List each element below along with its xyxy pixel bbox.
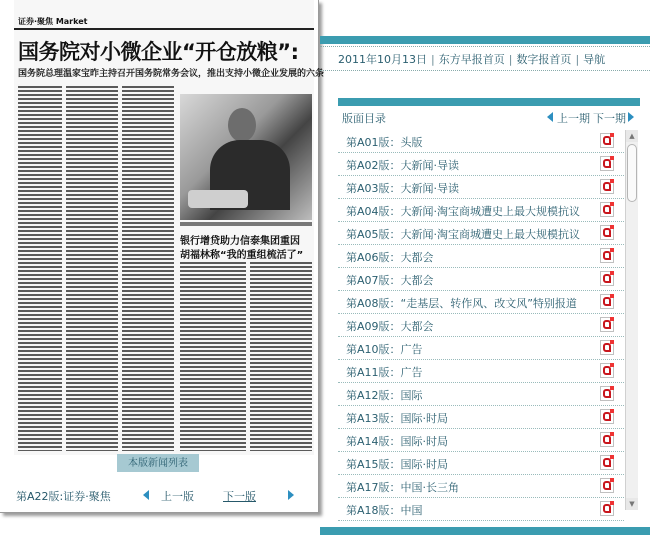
separator: |	[431, 53, 435, 66]
toc-row	[338, 153, 624, 176]
news-list-button[interactable]: 本版新闻列表	[117, 454, 199, 472]
pdf-icon[interactable]	[600, 317, 614, 332]
toc-title: 版面目录	[342, 112, 386, 125]
prev-page-link[interactable]: 上一版	[161, 490, 194, 503]
edition-link[interactable]: 第A11版：广告	[346, 366, 423, 379]
toc-row	[338, 383, 624, 406]
scroll-up-arrow-icon[interactable]: ▲	[626, 130, 638, 142]
pdf-icon[interactable]	[600, 248, 614, 263]
article-column	[122, 86, 174, 451]
pdf-icon[interactable]	[600, 179, 614, 194]
edition-link[interactable]: 第A02版：大新闻·导读	[346, 159, 460, 172]
toc-row	[338, 360, 624, 383]
prev-triangle-icon[interactable]	[143, 490, 149, 500]
edition-link[interactable]: 第A10版：广告	[346, 343, 423, 356]
edition-link[interactable]: 第A18版：中国	[346, 504, 423, 517]
toc-header	[338, 110, 636, 126]
photo-figure-desk	[188, 190, 248, 208]
article-column	[250, 262, 312, 451]
pdf-icon[interactable]	[600, 478, 614, 493]
next-issue-triangle-icon[interactable]	[628, 112, 634, 122]
pdf-icon[interactable]	[600, 455, 614, 470]
edition-link[interactable]: 第A01版：头版	[346, 136, 423, 149]
photo-figure-head	[228, 108, 256, 142]
page-subheadline: 国务院总理温家宝昨主持召开国务院常务会议，推出支持小微企业发展的六条	[18, 69, 325, 79]
edition-link[interactable]: 第A13版：国际·时局	[346, 412, 449, 425]
pdf-icon[interactable]	[600, 409, 614, 424]
toc-scrollbar[interactable]	[625, 130, 638, 510]
scroll-down-arrow-icon[interactable]: ▼	[626, 498, 638, 510]
edition-link[interactable]: 第A04版：大新闻·淘宝商城遭史上最大规模抗议	[346, 205, 581, 218]
pdf-icon[interactable]	[600, 156, 614, 171]
toc-row	[338, 291, 624, 314]
edition-link[interactable]: 第A17版：中国·长三角	[346, 481, 460, 494]
prev-issue-link[interactable]: 上一期	[557, 112, 590, 125]
pdf-icon[interactable]	[600, 386, 614, 401]
divider	[320, 70, 650, 71]
article-column	[66, 86, 118, 451]
navigation-link[interactable]: 导航	[583, 53, 606, 66]
home-link[interactable]: 东方早报首页	[438, 53, 505, 66]
edition-link[interactable]: 第A06版：大都会	[346, 251, 434, 264]
toc-row	[338, 475, 624, 498]
pdf-icon[interactable]	[600, 271, 614, 286]
prev-issue-triangle-icon[interactable]	[547, 112, 553, 122]
divider	[320, 46, 650, 47]
pdf-icon[interactable]	[600, 501, 614, 516]
pdf-icon[interactable]	[600, 202, 614, 217]
toc-row	[338, 268, 624, 291]
digital-paper-home-link[interactable]: 数字报首页	[516, 53, 572, 66]
pdf-icon[interactable]	[600, 340, 614, 355]
separator: |	[575, 53, 580, 66]
toc-row	[338, 245, 624, 268]
section-label: 证券·聚焦 Market	[18, 17, 88, 26]
current-edition-label: 第A22版:证券·聚焦	[16, 490, 111, 503]
toc-row	[338, 337, 624, 360]
edition-link[interactable]: 第A03版：大新闻·导读	[346, 182, 460, 195]
pdf-icon[interactable]	[600, 432, 614, 447]
bottom-accent-bar	[320, 527, 650, 535]
article-column	[18, 86, 62, 451]
photo-caption	[180, 222, 312, 226]
toc-row	[338, 429, 624, 452]
newspaper-page-image[interactable]	[14, 0, 325, 455]
next-triangle-icon[interactable]	[288, 490, 294, 500]
top-accent-bar	[320, 36, 650, 44]
page-navigation	[0, 488, 318, 504]
toc-list	[338, 130, 624, 517]
toc-row	[338, 176, 624, 199]
toc-row	[338, 222, 624, 245]
toc-row	[338, 452, 624, 475]
edition-link[interactable]: 第A12版：国际	[346, 389, 423, 402]
page-headline: 国务院对小微企业“开仓放粮”:	[18, 40, 299, 64]
scroll-thumb[interactable]	[627, 144, 637, 202]
edition-link[interactable]: 第A15版：国际·时局	[346, 458, 449, 471]
newspaper-page-panel	[0, 0, 325, 513]
toc-row	[338, 314, 624, 337]
toc-accent-bar	[338, 98, 640, 106]
toc-row	[338, 130, 624, 153]
edition-link[interactable]: 第A08版：“走基层、转作风、改文风”特别报道	[346, 297, 577, 310]
article-photo	[180, 94, 312, 220]
pdf-icon[interactable]	[600, 225, 614, 240]
edition-link[interactable]: 第A14版：国际·时局	[346, 435, 449, 448]
toc-row	[338, 406, 624, 429]
toc-row	[338, 498, 624, 521]
toc-row	[338, 199, 624, 222]
top-navigation	[338, 51, 605, 67]
issue-date: 2011年10月13日	[338, 53, 427, 66]
pdf-icon[interactable]	[600, 294, 614, 309]
secondary-headline: 银行增贷助力信泰集团重因	[180, 236, 300, 247]
next-issue-link[interactable]: 下一期	[593, 112, 626, 125]
separator: |	[508, 53, 513, 66]
edition-link[interactable]: 第A07版：大都会	[346, 274, 434, 287]
article-column	[180, 262, 246, 451]
edition-link[interactable]: 第A05版：大新闻·淘宝商城遭史上最大规模抗议	[346, 228, 581, 241]
secondary-subheadline: 胡福林称“我的重组梳活了”	[180, 250, 304, 261]
pdf-icon[interactable]	[600, 363, 614, 378]
next-page-link[interactable]: 下一版	[223, 490, 256, 503]
edition-link[interactable]: 第A09版：大都会	[346, 320, 434, 333]
pdf-icon[interactable]	[600, 133, 614, 148]
page-header-rule	[14, 16, 314, 30]
